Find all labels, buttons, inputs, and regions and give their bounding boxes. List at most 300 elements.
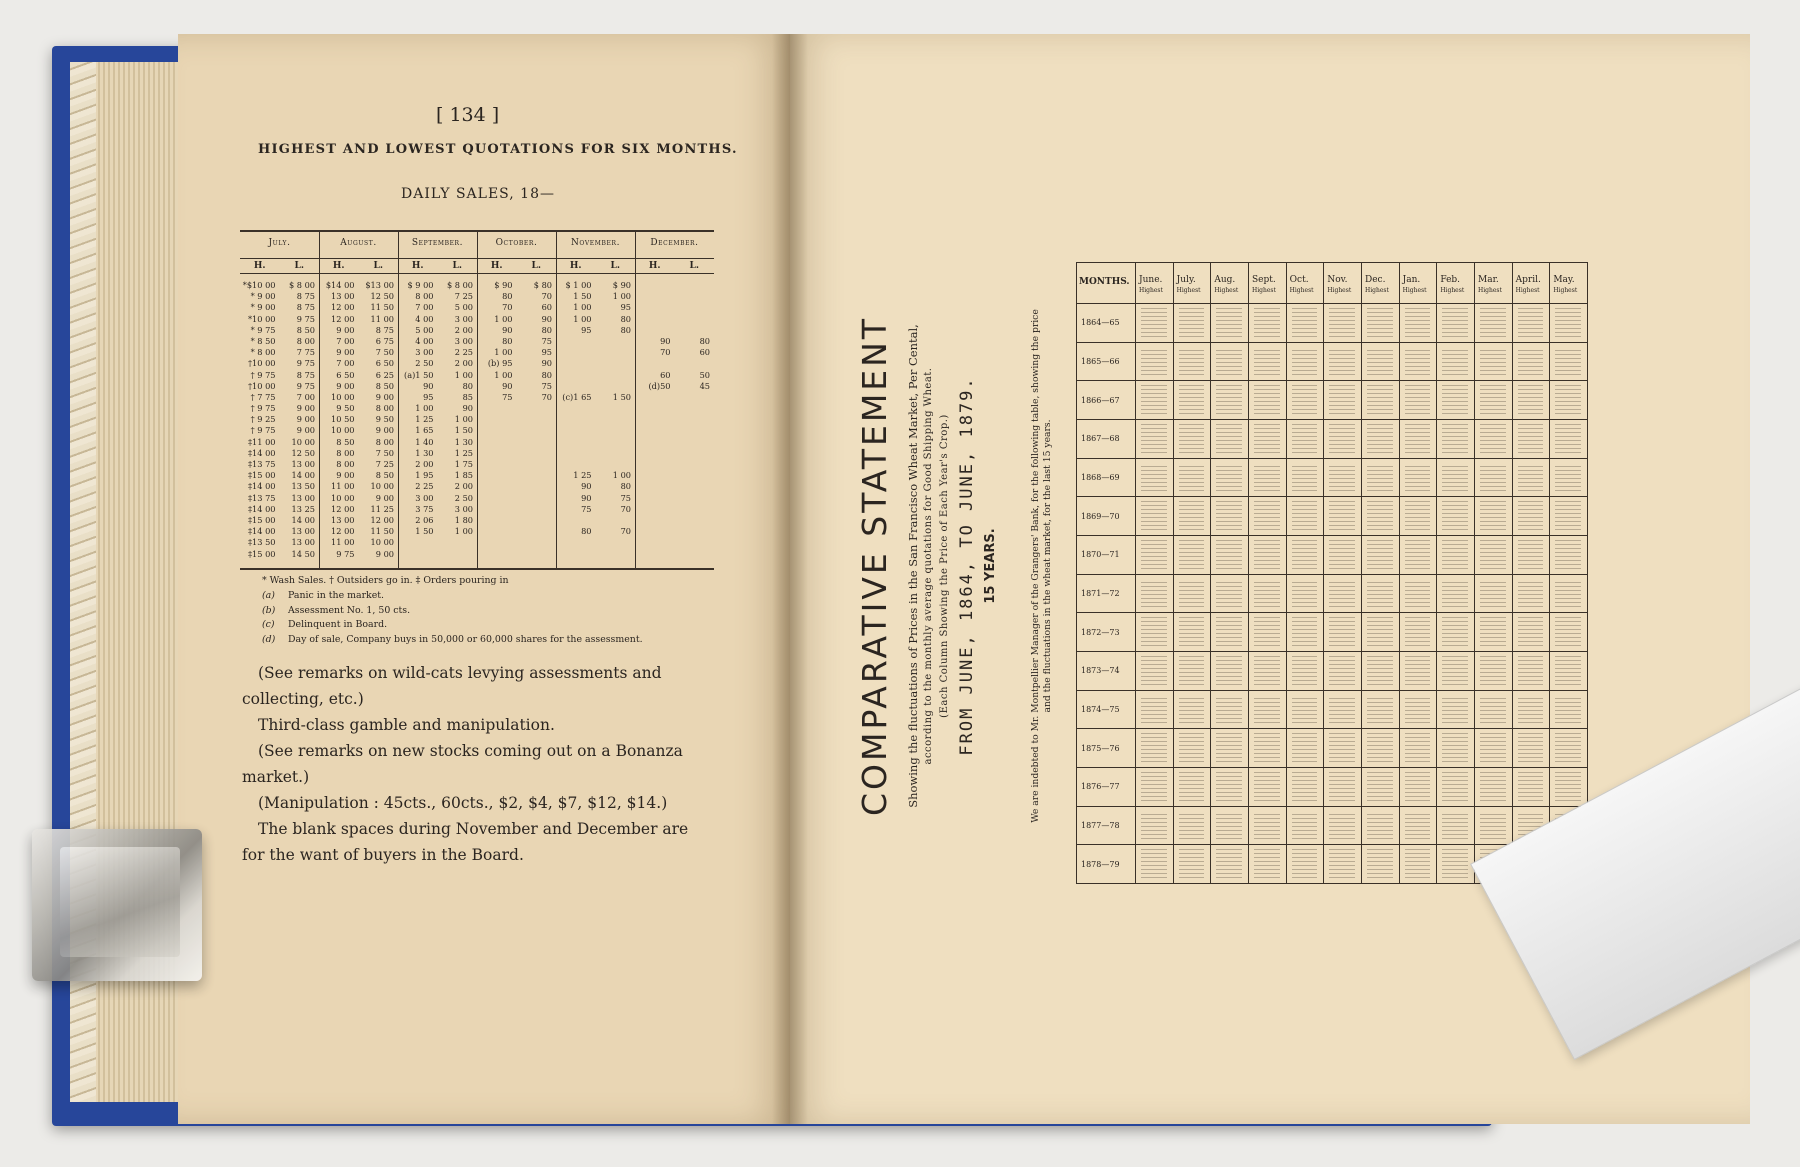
table-cell xyxy=(675,358,715,369)
footnote-key: (c) xyxy=(262,619,275,631)
table-cell: 1 40 xyxy=(415,436,434,447)
table-cell xyxy=(635,437,675,448)
table-cell xyxy=(477,403,517,414)
price-cell xyxy=(1518,424,1544,453)
price-cell xyxy=(1179,385,1205,414)
hl-header: L. xyxy=(452,261,462,271)
table-cell: 6 50 xyxy=(336,369,355,380)
table-cell: 90 xyxy=(541,313,552,324)
table-cell xyxy=(477,549,517,560)
table-cell xyxy=(675,425,715,436)
table-cell: 90 xyxy=(502,380,513,391)
price-cell xyxy=(1216,656,1242,685)
price-cell xyxy=(1442,540,1468,569)
table-cell: 70 xyxy=(620,526,631,537)
table-cell: 75 xyxy=(541,335,552,346)
table-cell: (b) 95 xyxy=(487,358,513,369)
price-cell xyxy=(1216,772,1242,801)
table-cell xyxy=(635,537,675,548)
price-cell xyxy=(1292,772,1318,801)
price-cell xyxy=(1292,347,1318,376)
table-cell: 12 50 xyxy=(370,291,394,302)
table-cell: 1 00 xyxy=(494,347,513,358)
table-rule xyxy=(1077,342,1587,343)
price-cell xyxy=(1254,385,1280,414)
price-cell xyxy=(1555,733,1581,762)
price-cell xyxy=(1141,424,1167,453)
table-cell: * 8 00 xyxy=(250,347,276,358)
table-cell: 80 xyxy=(581,526,592,537)
table-cell xyxy=(635,448,675,459)
table-cell: ‡13 50 xyxy=(247,537,276,548)
year-label: 1874—75 xyxy=(1081,705,1120,714)
price-cell xyxy=(1518,501,1544,530)
table-cell xyxy=(556,549,596,560)
table-cell: 60 xyxy=(660,369,671,380)
table-cell: 45 xyxy=(699,380,710,391)
note-line: We are indebted to Mr. Montpellier Manager of the Grangers' Bank, for the following table, showing the price xyxy=(1030,309,1041,823)
table-cell xyxy=(556,336,596,347)
table-cell: 11 50 xyxy=(370,526,394,537)
table-cell: 12 50 xyxy=(291,447,315,458)
price-cell xyxy=(1141,501,1167,530)
table-cell: 3 00 xyxy=(454,335,473,346)
price-cell xyxy=(1329,308,1355,337)
table-cell: 1 25 xyxy=(415,414,434,425)
table-cell: 1 00 xyxy=(454,526,473,537)
table-cell: 9 00 xyxy=(336,347,355,358)
price-cell xyxy=(1555,540,1581,569)
table-cell: ‡15 00 xyxy=(247,548,276,559)
table-cell xyxy=(556,414,596,425)
year-label: 1867—68 xyxy=(1081,434,1120,444)
price-cell xyxy=(1480,463,1506,492)
months-header: MONTHS. xyxy=(1079,277,1130,287)
row-label: Highest xyxy=(1252,287,1276,294)
table-cell xyxy=(675,392,715,403)
table-cell: 13 00 xyxy=(291,459,315,469)
month-label: June. xyxy=(1139,275,1163,285)
price-cell xyxy=(1329,811,1355,840)
table-cell: * 9 00 xyxy=(250,291,276,302)
table-cell: 13 00 xyxy=(291,526,315,537)
price-cell xyxy=(1367,772,1393,801)
row-label: Highest xyxy=(1478,287,1502,294)
table-cell: 70 xyxy=(660,347,671,358)
price-cell xyxy=(1480,695,1506,724)
price-cell xyxy=(1518,656,1544,685)
price-cell xyxy=(1179,579,1205,608)
table-cell: 13 50 xyxy=(291,481,315,492)
price-cell xyxy=(1367,656,1393,685)
year-label: 1875—76 xyxy=(1081,743,1120,753)
price-cell xyxy=(1179,656,1205,685)
table-cell: (c)1 65 xyxy=(562,391,592,402)
price-cell xyxy=(1216,579,1242,608)
price-cell xyxy=(1329,463,1355,492)
table-cell: ‡13 75 xyxy=(247,459,276,469)
table-cell xyxy=(635,481,675,492)
price-cell xyxy=(1518,733,1544,762)
table-cell xyxy=(398,537,438,548)
date-range: FROM JUNE, 1864, TO JUNE, 1879. xyxy=(957,376,977,756)
price-cell xyxy=(1405,695,1431,724)
price-cell xyxy=(1518,385,1544,414)
table-cell: 11 00 xyxy=(370,313,394,324)
price-cell xyxy=(1141,772,1167,801)
price-cell xyxy=(1405,501,1431,530)
price-cell xyxy=(1442,385,1468,414)
price-cell xyxy=(1179,733,1205,762)
column-divider xyxy=(319,232,320,568)
price-cell xyxy=(1480,501,1506,530)
price-cell xyxy=(1480,811,1506,840)
month-header: October. xyxy=(495,238,538,248)
table-cell: 95 xyxy=(423,391,434,402)
price-cell xyxy=(1216,424,1242,453)
description-line: (Each Column Showing the Price of Each Year's Crop.) xyxy=(939,414,950,718)
table-cell xyxy=(675,481,715,492)
price-cell xyxy=(1254,540,1280,569)
price-cell xyxy=(1292,811,1318,840)
table-cell xyxy=(477,414,517,425)
footnote xyxy=(262,618,643,633)
description-line: according to the monthly average quotations for Good Shipping Wheat. xyxy=(923,367,934,765)
table-cell: 8 00 xyxy=(375,436,394,447)
table-cell: 1 00 xyxy=(454,369,473,380)
table-cell: $14 00 xyxy=(325,280,355,290)
indebted-note xyxy=(1030,266,1054,866)
price-cell xyxy=(1254,772,1280,801)
year-label: 1873—74 xyxy=(1081,666,1120,676)
table-cell: 9 75 xyxy=(296,358,315,369)
table-cell xyxy=(635,459,675,470)
table-cell: ‡15 00 xyxy=(247,470,276,481)
price-cell xyxy=(1329,579,1355,608)
price-cell xyxy=(1254,656,1280,685)
table-cell: ‡11 00 xyxy=(247,436,276,447)
table-cell: 7 50 xyxy=(375,447,394,458)
table-cell xyxy=(517,403,557,414)
price-cell xyxy=(1480,424,1506,453)
price-cell xyxy=(1254,308,1280,337)
table-cell: 3 00 xyxy=(415,347,434,358)
row-label: Highest xyxy=(1553,287,1578,294)
price-cell xyxy=(1292,656,1318,685)
table-cell xyxy=(635,526,675,537)
table-cell xyxy=(556,370,596,381)
table-cell: 75 xyxy=(502,391,513,402)
table-rule xyxy=(1077,767,1587,768)
table-cell: 6 25 xyxy=(375,369,394,380)
table-cell xyxy=(596,515,636,526)
table-cell: 95 xyxy=(620,302,631,313)
table-cell: 1 00 xyxy=(494,313,513,324)
price-cell xyxy=(1367,695,1393,724)
table-cell: 3 75 xyxy=(415,503,434,514)
table-cell xyxy=(556,425,596,436)
table-cell xyxy=(596,537,636,548)
hl-header: H. xyxy=(569,261,582,271)
table-cell xyxy=(596,437,636,448)
price-cell xyxy=(1292,308,1318,337)
table-cell xyxy=(675,504,715,515)
table-cell xyxy=(596,358,636,369)
price-cell xyxy=(1216,308,1242,337)
year-label: 1876—77 xyxy=(1081,782,1120,792)
table-cell: *$10 00 xyxy=(242,280,276,290)
table-cell: † 9 75 xyxy=(250,369,276,380)
comparative-title: COMPARATIVE STATEMENT xyxy=(855,316,894,816)
table-cell: 1 00 xyxy=(494,369,513,380)
price-cell xyxy=(1179,424,1205,453)
footnote-text: Assessment No. 1, 50 cts. xyxy=(288,604,411,616)
table-rule xyxy=(1173,263,1174,883)
table-rule xyxy=(1474,263,1475,883)
table-cell: 8 75 xyxy=(296,369,315,380)
table-cell xyxy=(556,358,596,369)
table-cell: 12 00 xyxy=(331,302,355,313)
price-cell xyxy=(1329,385,1355,414)
table-cell: 7 25 xyxy=(375,459,394,469)
price-cell xyxy=(1292,733,1318,762)
table-cell: †10 00 xyxy=(247,380,276,391)
table-cell: 80 xyxy=(620,324,631,335)
table-cell xyxy=(675,493,715,504)
table-cell: 1 30 xyxy=(454,436,473,447)
price-cell xyxy=(1216,617,1242,646)
table-cell: 9 00 xyxy=(296,425,315,436)
price-cell xyxy=(1254,733,1280,762)
table-cell: 4 00 xyxy=(415,313,434,324)
table-cell: 8 00 xyxy=(296,335,315,346)
price-cell xyxy=(1405,579,1431,608)
table-cell: 95 xyxy=(541,347,552,358)
hl-header: H. xyxy=(648,261,661,271)
table-cell: 10 00 xyxy=(331,391,355,402)
row-label: Highest xyxy=(1365,287,1389,294)
hl-header: L. xyxy=(531,261,541,271)
table-rule xyxy=(1210,263,1211,883)
table-cell xyxy=(517,481,557,492)
table-cell xyxy=(517,504,557,515)
table-cell xyxy=(675,437,715,448)
table-cell: ‡15 00 xyxy=(247,514,276,525)
table-cell: 14 50 xyxy=(291,548,315,559)
table-cell: 9 00 xyxy=(375,492,394,503)
price-cell xyxy=(1292,501,1318,530)
table-cell: *10 00 xyxy=(247,313,276,324)
table-cell: 1 50 xyxy=(415,526,434,537)
page-number: [ 134 ] xyxy=(436,104,500,126)
table-cell xyxy=(477,504,517,515)
table-cell: 9 00 xyxy=(375,425,394,436)
price-cell xyxy=(1216,501,1242,530)
table-cell xyxy=(675,403,715,414)
table-rule xyxy=(1587,263,1588,883)
table-rule xyxy=(1323,263,1324,883)
price-cell xyxy=(1405,733,1431,762)
price-cell xyxy=(1216,811,1242,840)
note-line: and the fluctuations in the wheat market, for the last 15 years. xyxy=(1042,419,1053,713)
footnote-legend: * Wash Sales. † Outsiders go in. ‡ Orders pouring in xyxy=(262,575,509,586)
price-cell xyxy=(1179,811,1205,840)
table-cell xyxy=(477,537,517,548)
rotated-note xyxy=(1030,266,1070,866)
price-cell xyxy=(1367,463,1393,492)
table-cell: 50 xyxy=(699,369,710,380)
table-rule xyxy=(1077,728,1587,729)
price-cell xyxy=(1442,347,1468,376)
table-rule xyxy=(1077,419,1587,420)
table-cell: $ 8 00 xyxy=(288,280,315,290)
table-cell: 9 00 xyxy=(336,324,355,335)
year-label: 1869—70 xyxy=(1081,511,1120,521)
table-cell xyxy=(596,425,636,436)
table-rule xyxy=(1077,574,1587,575)
table-cell: 9 75 xyxy=(336,548,355,559)
table-cell: 8 50 xyxy=(375,470,394,481)
table-cell xyxy=(635,493,675,504)
table-cell: 1 00 xyxy=(415,403,434,414)
table-rule xyxy=(1512,263,1513,883)
comparative-description xyxy=(905,266,953,866)
table-cell: 8 50 xyxy=(296,324,315,335)
table-cell: 14 00 xyxy=(291,514,315,525)
table-cell: 3 00 xyxy=(415,492,434,503)
table-cell xyxy=(675,526,715,537)
table-cell xyxy=(675,325,715,336)
table-cell xyxy=(596,370,636,381)
table-cell: 90 xyxy=(462,403,473,414)
table-cell: 2 00 xyxy=(415,459,434,469)
table-cell xyxy=(596,459,636,470)
table-cell: 6 75 xyxy=(375,335,394,346)
table-cell: 13 00 xyxy=(291,492,315,503)
price-cell xyxy=(1555,656,1581,685)
table-cell xyxy=(477,448,517,459)
table-cell xyxy=(517,515,557,526)
table-cell: 9 75 xyxy=(296,380,315,391)
table-cell: 12 00 xyxy=(331,503,355,514)
table-cell: 1 30 xyxy=(415,447,434,458)
table-cell: 9 50 xyxy=(336,403,355,414)
table-cell xyxy=(556,437,596,448)
row-label: Highest xyxy=(1289,287,1314,294)
footnote xyxy=(262,589,643,604)
table-cell: 90 xyxy=(581,481,592,492)
table-cell: 2 00 xyxy=(454,481,473,492)
table-cell xyxy=(556,403,596,414)
price-cell xyxy=(1179,347,1205,376)
price-cell xyxy=(1480,617,1506,646)
price-cell xyxy=(1405,385,1431,414)
table-cell: 7 00 xyxy=(336,335,355,346)
table-cell: 12 00 xyxy=(331,313,355,324)
table-cell xyxy=(556,448,596,459)
hl-header: L. xyxy=(689,261,699,271)
year-label: 1865—66 xyxy=(1081,357,1120,366)
year-label: 1871—72 xyxy=(1081,589,1120,598)
price-cell xyxy=(1216,347,1242,376)
table-cell: 80 xyxy=(541,369,552,380)
table-cell xyxy=(556,537,596,548)
table-cell: $13 00 xyxy=(365,280,394,290)
price-cell xyxy=(1367,501,1393,530)
price-cell xyxy=(1555,772,1581,801)
table-cell: (a)1 50 xyxy=(404,369,434,380)
price-cell xyxy=(1367,385,1393,414)
table-cell xyxy=(517,526,557,537)
table-cell: 5 00 xyxy=(454,302,473,313)
price-cell xyxy=(1141,695,1167,724)
table-cell: 6 50 xyxy=(375,358,394,369)
price-cell xyxy=(1254,463,1280,492)
table-rule xyxy=(1077,458,1587,459)
table-cell xyxy=(635,549,675,560)
month-label: Mar. xyxy=(1478,275,1499,285)
table-cell: 75 xyxy=(581,503,592,514)
table-rule xyxy=(1077,651,1587,652)
table-cell xyxy=(596,403,636,414)
price-cell xyxy=(1405,656,1431,685)
table-cell: 90 xyxy=(581,492,592,503)
footnote-text: Delinquent in Board. xyxy=(288,619,388,631)
wheat-price-table xyxy=(1076,262,1588,884)
table-cell xyxy=(675,459,715,470)
price-cell xyxy=(1179,849,1205,878)
month-header: August. xyxy=(340,238,377,248)
price-cell xyxy=(1405,424,1431,453)
price-cell xyxy=(1405,772,1431,801)
price-cell xyxy=(1141,811,1167,840)
price-cell xyxy=(1179,695,1205,724)
price-cell xyxy=(1329,424,1355,453)
table-cell xyxy=(556,381,596,392)
table-cell: 9 00 xyxy=(375,548,394,559)
month-header: December. xyxy=(650,238,699,248)
table-cell xyxy=(635,392,675,403)
table-cell xyxy=(675,537,715,548)
column-divider xyxy=(556,232,557,568)
price-cell xyxy=(1480,347,1506,376)
table-cell: * 8 50 xyxy=(250,335,276,346)
table-cell: 12 00 xyxy=(331,526,355,537)
table-cell: 10 00 xyxy=(370,481,394,492)
price-cell xyxy=(1216,540,1242,569)
price-cell xyxy=(1254,617,1280,646)
description-line: Showing the fluctuations of Prices in the San Francisco Wheat Market, Per Cental, xyxy=(906,324,920,808)
price-cell xyxy=(1141,385,1167,414)
footnote-key: (b) xyxy=(262,604,276,616)
row-label: Highest xyxy=(1327,287,1352,294)
table-cell: 3 00 xyxy=(454,503,473,514)
price-cell xyxy=(1480,733,1506,762)
table-cell xyxy=(635,515,675,526)
price-cell xyxy=(1518,540,1544,569)
table-cell: 9 00 xyxy=(296,414,315,425)
table-cell: 75 xyxy=(541,380,552,391)
table-cell xyxy=(635,314,675,325)
table-cell: 85 xyxy=(462,391,473,402)
price-cell xyxy=(1141,463,1167,492)
table-cell: 90 xyxy=(423,380,434,391)
price-cell xyxy=(1555,579,1581,608)
table-cell xyxy=(675,302,715,313)
column-divider xyxy=(635,232,636,568)
table-cell: 8 00 xyxy=(336,447,355,458)
price-cell xyxy=(1442,772,1468,801)
